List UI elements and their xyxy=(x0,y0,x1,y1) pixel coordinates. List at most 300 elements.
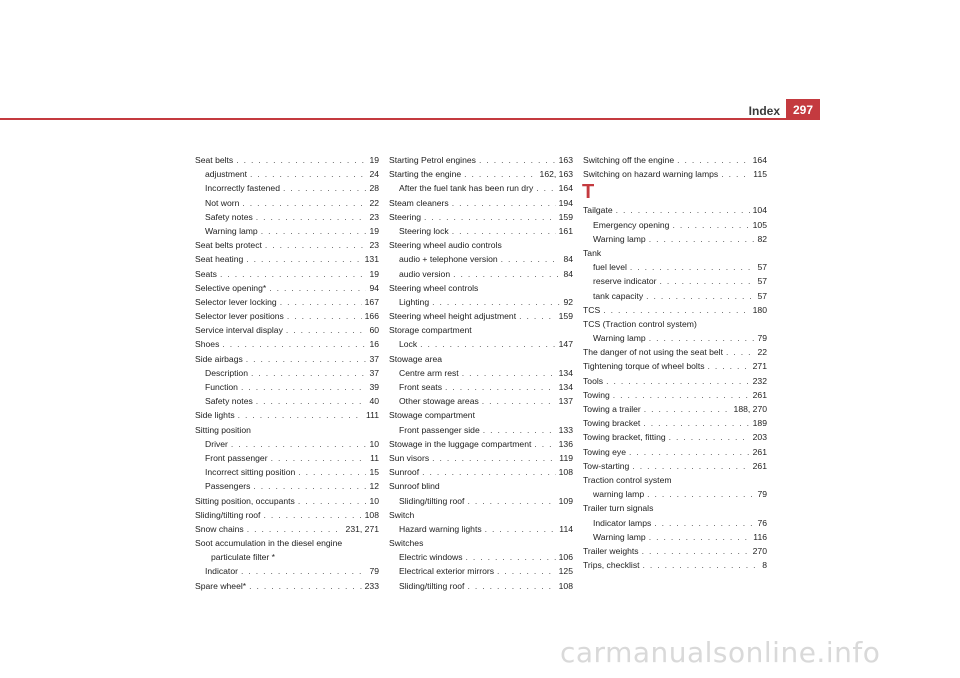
index-entry xyxy=(583,459,767,473)
index-subentry xyxy=(583,260,767,274)
index-page-ref: 159 xyxy=(558,311,573,322)
dot-leader xyxy=(452,224,556,238)
index-entry-label: Incorrectly fastened xyxy=(205,183,280,194)
index-page-ref: 108 xyxy=(558,580,573,591)
index-entry-label: fuel level xyxy=(593,262,627,273)
index-page-ref: 94 xyxy=(369,282,379,293)
index-page-ref: 57 xyxy=(757,276,767,287)
dot-leader xyxy=(286,323,367,337)
index-page-ref: 180 xyxy=(752,304,767,315)
header-divider xyxy=(0,118,820,120)
index-page-ref: 261 xyxy=(752,460,767,471)
index-entry-label: Warning lamp xyxy=(593,233,646,244)
index-entry-label: Sunroof blind xyxy=(389,481,440,492)
index-entry-label: After the fuel tank has been run dry xyxy=(399,183,534,194)
dot-leader xyxy=(256,394,367,408)
index-entry xyxy=(195,337,379,351)
index-page-ref: 147 xyxy=(558,339,573,350)
index-entry-label: TCS xyxy=(583,304,601,315)
dot-leader xyxy=(242,196,366,210)
index-entry xyxy=(195,522,379,536)
index-column-3 xyxy=(583,153,767,572)
index-page-ref: 164 xyxy=(752,155,767,165)
index-page-ref: 271 xyxy=(752,361,767,372)
dot-leader xyxy=(462,366,556,380)
index-entry xyxy=(389,309,573,323)
index-subentry xyxy=(389,494,573,508)
index-page-ref: 60 xyxy=(369,325,379,336)
index-subentry xyxy=(195,196,379,210)
index-entry xyxy=(389,508,573,522)
page-header-title: Index xyxy=(748,104,780,118)
index-entry xyxy=(389,451,573,465)
index-entry xyxy=(195,295,379,309)
index-page-ref: 8 xyxy=(762,560,767,571)
index-subentry xyxy=(583,274,767,288)
dot-leader xyxy=(482,394,556,408)
index-subentry xyxy=(195,479,379,493)
index-subentry xyxy=(195,437,379,451)
dot-leader xyxy=(644,402,731,416)
index-entry-label: Steering wheel controls xyxy=(389,282,479,293)
index-entry-label: Lock xyxy=(399,339,418,350)
index-subentry xyxy=(389,181,573,195)
index-entry xyxy=(583,501,767,515)
index-page-ref: 106 xyxy=(558,552,573,563)
index-subentry xyxy=(195,465,379,479)
index-subentry xyxy=(583,516,767,530)
index-page-ref: 261 xyxy=(752,446,767,457)
index-page-ref: 24 xyxy=(369,169,379,180)
index-entry xyxy=(389,323,573,337)
index-entry-label: Towing eye xyxy=(583,446,626,457)
dot-leader xyxy=(467,579,555,593)
index-entry xyxy=(583,388,767,402)
index-page-ref: 270 xyxy=(752,545,767,556)
dot-leader xyxy=(222,337,366,351)
index-entry xyxy=(389,238,573,252)
dot-leader xyxy=(519,309,556,323)
index-entry-label: Seat heating xyxy=(195,254,244,265)
index-subentry xyxy=(389,380,573,394)
index-subentry xyxy=(389,423,573,437)
index-entry xyxy=(389,437,573,451)
index-entry-label: Selector lever positions xyxy=(195,311,284,322)
index-page-ref: 166 xyxy=(364,311,379,322)
dot-leader xyxy=(464,167,536,181)
index-subentry xyxy=(195,451,379,465)
index-entry-label: Sun visors xyxy=(389,452,430,463)
index-column-2 xyxy=(389,153,573,593)
index-entry-label: adjustment xyxy=(205,169,248,180)
index-subentry xyxy=(583,232,767,246)
dot-leader xyxy=(236,153,366,167)
index-entry xyxy=(195,352,379,366)
index-entry-label: Centre arm rest xyxy=(399,367,459,378)
dot-leader xyxy=(445,380,556,394)
index-page-ref: 28 xyxy=(369,183,379,194)
index-entry-label: Steering wheel height adjustment xyxy=(389,311,517,322)
index-subentry xyxy=(389,267,573,281)
index-entry-label: Tools xyxy=(583,375,604,386)
index-entry-label: Steering xyxy=(389,211,422,222)
index-entry xyxy=(583,430,767,444)
index-subentry xyxy=(195,564,379,578)
index-entry xyxy=(389,153,573,167)
index-entry xyxy=(389,408,573,422)
index-entry-label: Function xyxy=(205,382,238,392)
index-page-ref: 164 xyxy=(558,183,573,194)
index-entry-label: Switches xyxy=(389,538,424,549)
index-entry-label: Indicator lamps xyxy=(593,517,652,528)
dot-leader xyxy=(261,224,367,238)
index-entry-label: Steam cleaners xyxy=(389,197,449,208)
dot-leader xyxy=(241,564,366,578)
index-entry-label: Tow-starting xyxy=(583,460,630,471)
index-entry xyxy=(195,494,379,508)
index-entry-label: particulate filter * xyxy=(211,552,276,563)
index-page-ref: 188, 270 xyxy=(733,404,767,414)
dot-leader xyxy=(643,558,760,572)
dot-leader xyxy=(432,295,560,309)
index-page-ref: 23 xyxy=(369,211,379,222)
index-page-ref: 131 xyxy=(364,254,379,265)
dot-leader xyxy=(536,181,555,195)
index-entry-label: Towing a trailer xyxy=(583,404,641,414)
index-entry-label: Starting Petrol engines xyxy=(389,155,476,165)
index-entry-label: audio + telephone version xyxy=(399,254,498,265)
index-entry xyxy=(389,465,573,479)
dot-leader xyxy=(271,451,368,465)
index-entry-label: Indicator xyxy=(205,566,238,577)
index-page-ref: 189 xyxy=(752,418,767,429)
index-entry-label: Switching off the engine xyxy=(583,155,675,165)
index-entry-label: Incorrect sitting position xyxy=(205,467,296,478)
index-page-ref: 57 xyxy=(757,262,767,273)
index-entry-label: Towing bracket, fitting xyxy=(583,432,666,443)
dot-leader xyxy=(238,408,363,422)
dot-leader xyxy=(726,345,754,359)
index-entry-label: Warning lamp xyxy=(593,333,646,344)
index-subentry xyxy=(389,550,573,564)
index-entry xyxy=(389,167,573,181)
dot-leader xyxy=(283,181,366,195)
index-subentry xyxy=(195,181,379,195)
index-entry-label: Switch xyxy=(389,509,415,520)
index-subentry xyxy=(389,295,573,309)
index-entry-label: Trailer weights xyxy=(583,545,639,556)
index-subentry xyxy=(583,331,767,345)
index-entry xyxy=(195,309,379,323)
index-entry-label: Passengers xyxy=(205,481,251,492)
index-subentry xyxy=(583,218,767,232)
dot-leader xyxy=(616,203,750,217)
index-page-ref: 109 xyxy=(558,495,573,506)
index-page-ref: 133 xyxy=(558,424,573,435)
index-page-ref: 108 xyxy=(364,509,379,520)
index-entry xyxy=(583,153,767,167)
dot-leader xyxy=(246,352,367,366)
index-page-ref: 84 xyxy=(563,254,573,265)
index-letter-heading: T xyxy=(582,181,595,204)
index-page-ref: 114 xyxy=(559,523,573,534)
index-page-ref: 40 xyxy=(369,396,379,407)
dot-leader xyxy=(708,359,750,373)
index-page-ref: 111 xyxy=(365,410,379,421)
index-subentry xyxy=(389,522,573,536)
index-entry-label: Sliding/tilting roof xyxy=(195,509,261,520)
dot-leader xyxy=(220,267,366,281)
dot-leader xyxy=(649,232,755,246)
index-column-1 xyxy=(195,153,379,593)
dot-leader xyxy=(677,153,750,167)
index-page-ref: 119 xyxy=(559,452,573,463)
index-entry-label: Safety notes xyxy=(205,396,253,407)
index-page-ref: 84 xyxy=(563,268,573,279)
dot-leader xyxy=(251,366,366,380)
index-page-ref: 108 xyxy=(558,467,573,478)
index-entry xyxy=(195,238,379,252)
index-entry-label: Sitting position xyxy=(195,424,251,435)
index-page-ref: 11 xyxy=(370,452,379,463)
index-page-ref: 203 xyxy=(752,432,767,443)
index-page-ref: 39 xyxy=(369,382,379,392)
index-page-ref: 134 xyxy=(558,382,573,392)
index-entry xyxy=(195,281,379,295)
index-entry xyxy=(389,352,573,366)
index-page-ref: 125 xyxy=(558,566,573,577)
dot-leader xyxy=(253,479,366,493)
index-entry xyxy=(195,267,379,281)
dot-leader xyxy=(298,465,366,479)
dot-leader xyxy=(606,374,750,388)
index-page-ref: 161 xyxy=(558,225,573,236)
index-entry-label: Steering lock xyxy=(399,225,449,236)
index-subentry xyxy=(389,337,573,351)
index-page-ref: 232 xyxy=(752,375,767,386)
dot-leader xyxy=(669,430,750,444)
dot-leader xyxy=(654,516,754,530)
index-page-ref: 105 xyxy=(752,219,767,230)
index-entry-label: Towing bracket xyxy=(583,418,641,429)
index-entry-label: Trailer turn signals xyxy=(583,503,654,514)
index-page-ref: 19 xyxy=(369,268,379,279)
index-entry-label: Tailgate xyxy=(583,205,613,216)
index-entry-label: The danger of not using the seat belt xyxy=(583,347,723,358)
index-entry-label: Hazard warning lights xyxy=(399,523,482,534)
index-page-ref: 134 xyxy=(558,367,573,378)
index-entry-label: Tightening torque of wheel bolts xyxy=(583,361,705,372)
index-entry xyxy=(583,544,767,558)
index-page-ref: 10 xyxy=(369,438,379,449)
dot-leader xyxy=(672,218,749,232)
dot-leader xyxy=(263,508,361,522)
dot-leader xyxy=(265,238,367,252)
index-entry xyxy=(583,303,767,317)
dot-leader xyxy=(647,487,754,501)
index-entry-label: Stowage in the luggage compartment xyxy=(389,438,532,449)
dot-leader xyxy=(250,167,366,181)
index-entry-label: Storage compartment xyxy=(389,325,472,336)
index-entry-label: Snow chains xyxy=(195,523,244,534)
index-entry-label: Safety notes xyxy=(205,211,253,222)
dot-leader xyxy=(643,416,749,430)
dot-leader xyxy=(231,437,367,451)
dot-leader xyxy=(603,303,749,317)
index-entry-label: Stowage area xyxy=(389,353,443,364)
index-entry-label: Sunroof xyxy=(389,467,420,478)
index-entry xyxy=(389,479,573,493)
index-page-ref: 79 xyxy=(369,566,379,577)
index-entry xyxy=(583,167,767,181)
index-entry-label: Seats xyxy=(195,268,217,279)
index-page-ref: 92 xyxy=(563,296,573,307)
index-entry-label: audio version xyxy=(399,268,451,279)
index-entry xyxy=(389,210,573,224)
index-page-ref: 233 xyxy=(364,580,379,591)
dot-leader xyxy=(483,423,556,437)
index-page-ref: 115 xyxy=(753,169,767,180)
index-subentry xyxy=(195,394,379,408)
dot-leader xyxy=(432,451,556,465)
index-entry xyxy=(583,317,767,331)
index-entry-label: Seat belts protect xyxy=(195,240,262,251)
index-page-ref: 194 xyxy=(558,197,573,208)
index-entry xyxy=(195,408,379,422)
index-entry xyxy=(583,558,767,572)
index-entry-label: Steering wheel audio controls xyxy=(389,240,502,251)
index-subentry xyxy=(389,224,573,238)
dot-leader xyxy=(280,295,362,309)
index-page-ref: 76 xyxy=(757,517,767,528)
index-entry-label: Switching on hazard warning lamps xyxy=(583,169,719,180)
index-entry-label: Front seats xyxy=(399,382,442,392)
index-entry-label: Sitting position, occupants xyxy=(195,495,295,506)
index-entry xyxy=(195,153,379,167)
index-subentry xyxy=(195,224,379,238)
index-entry-label: warning lamp xyxy=(593,489,645,500)
dot-leader xyxy=(642,544,750,558)
index-entry-label: Towing xyxy=(583,389,610,400)
dot-leader xyxy=(630,260,755,274)
index-entry-label: Selective opening* xyxy=(195,282,267,293)
index-entry-label: Driver xyxy=(205,438,228,449)
index-entry-label: Selector lever locking xyxy=(195,296,277,307)
index-page-ref: 22 xyxy=(757,347,767,358)
index-entry xyxy=(583,374,767,388)
index-subentry xyxy=(389,394,573,408)
index-entry xyxy=(583,345,767,359)
dot-leader xyxy=(501,252,561,266)
dot-leader xyxy=(613,388,750,402)
dot-leader xyxy=(269,281,366,295)
index-subentry xyxy=(583,487,767,501)
index-entry-label: Warning lamp xyxy=(593,531,646,542)
index-entry-label: Front passenger side xyxy=(399,424,480,435)
index-entry xyxy=(389,536,573,550)
index-page-ref: 163 xyxy=(558,155,573,165)
page-number-badge: 297 xyxy=(786,99,820,120)
index-page-ref: 137 xyxy=(558,396,573,407)
index-page-ref: 37 xyxy=(369,367,379,378)
dot-leader xyxy=(629,445,750,459)
dot-leader xyxy=(424,210,556,224)
index-entry xyxy=(583,402,767,416)
index-page-ref: 37 xyxy=(369,353,379,364)
dot-leader xyxy=(420,337,556,351)
index-page-ref: 79 xyxy=(757,489,767,500)
index-entry-label: Emergency opening xyxy=(593,219,670,230)
index-entry xyxy=(389,281,573,295)
index-entry-label: Starting the engine xyxy=(389,169,462,180)
index-entry-label: Side airbags xyxy=(195,353,243,364)
dot-leader xyxy=(256,210,367,224)
index-entry-label: Service interval display xyxy=(195,325,283,336)
index-entry-label: Electric windows xyxy=(399,552,463,563)
index-page-ref: 22 xyxy=(369,197,379,208)
index-entry-label: Warning lamp xyxy=(205,225,258,236)
index-entry-label: TCS (Traction control system) xyxy=(583,318,697,329)
dot-leader xyxy=(422,465,556,479)
index-entry-label: Not worn xyxy=(205,197,240,208)
index-subentry xyxy=(583,530,767,544)
index-entry-label: Sliding/tilting roof xyxy=(399,495,465,506)
index-subentry xyxy=(195,550,379,564)
dot-leader xyxy=(497,564,556,578)
index-entry xyxy=(583,473,767,487)
index-page-ref: 79 xyxy=(757,333,767,344)
index-entry xyxy=(583,203,767,217)
index-subentry xyxy=(583,289,767,303)
index-entry-label: Tank xyxy=(583,247,602,258)
index-entry-label: Electrical exterior mirrors xyxy=(399,566,495,577)
index-entry xyxy=(583,246,767,260)
dot-leader xyxy=(485,522,557,536)
index-entry-label: Sliding/tilting roof xyxy=(399,580,465,591)
index-entry-label: reserve indicator xyxy=(593,276,657,287)
index-page-ref: 82 xyxy=(757,233,767,244)
dot-leader xyxy=(646,289,754,303)
index-page-ref: 15 xyxy=(369,467,379,478)
index-subentry xyxy=(195,167,379,181)
index-subentry xyxy=(389,252,573,266)
index-page-ref: 261 xyxy=(752,389,767,400)
index-entry xyxy=(195,323,379,337)
index-entry xyxy=(389,196,573,210)
index-subentry xyxy=(389,366,573,380)
dot-leader xyxy=(241,380,366,394)
index-page-ref: 116 xyxy=(753,531,767,542)
index-entry xyxy=(583,416,767,430)
index-subentry xyxy=(389,579,573,593)
dot-leader xyxy=(479,153,556,167)
dot-leader xyxy=(247,522,343,536)
index-entry-label: tank capacity xyxy=(593,290,644,301)
dot-leader xyxy=(649,331,755,345)
index-page-ref: 23 xyxy=(369,240,379,251)
dot-leader xyxy=(298,494,367,508)
index-page-ref: 167 xyxy=(364,296,379,307)
index-entry-label: Trips, checklist xyxy=(583,560,640,571)
index-page-ref: 162, 163 xyxy=(539,169,573,180)
index-page-ref: 12 xyxy=(369,481,379,492)
index-page-ref: 19 xyxy=(369,155,379,165)
index-subentry xyxy=(195,366,379,380)
index-page-ref: 57 xyxy=(757,290,767,301)
index-entry-label: Front passenger xyxy=(205,452,268,463)
index-entry xyxy=(195,252,379,266)
index-entry xyxy=(195,423,379,437)
